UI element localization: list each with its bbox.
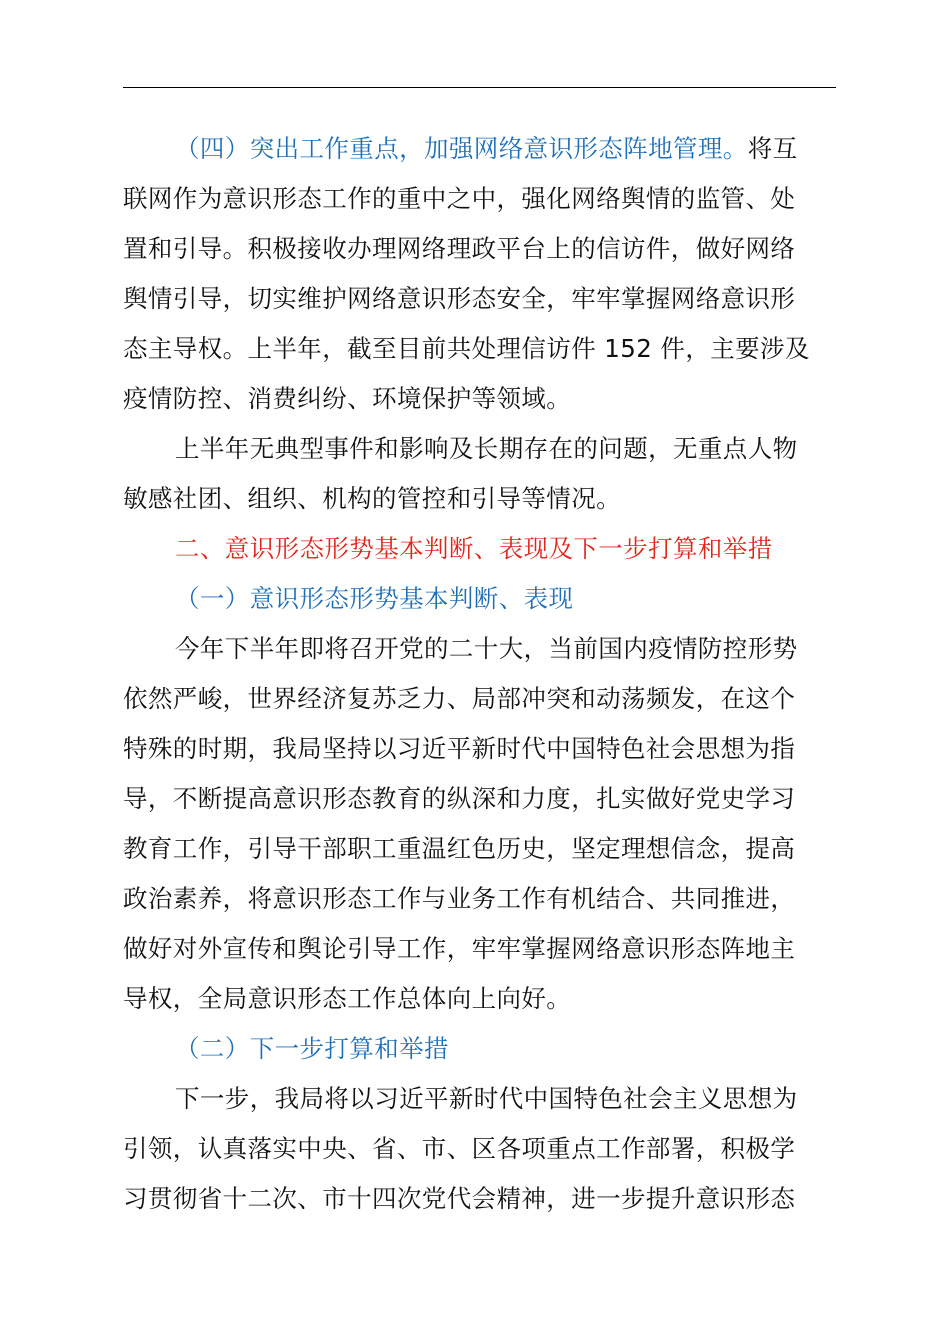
text-line: 疫情防控、消费纠纷、环境保护等领域。 (123, 384, 572, 413)
text-line: 置和引导。积极接收办理网络理政平台上的信访件，做好网络 (123, 234, 796, 263)
section-4-heading: （四）突出工作重点，加强网络意识形态阵地管理。 (175, 134, 748, 163)
text-line: 导，不断提高意识形态教育的纵深和力度，扎实做好党史学习 (123, 784, 796, 813)
text-line: 政治素养，将意识形态工作与业务工作有机结合、共同推进， (123, 884, 796, 913)
text-line: 上半年无典型事件和影响及长期存在的问题，无重点人物 (175, 434, 798, 463)
text-line: 下一步，我局将以习近平新时代中国特色社会主义思想为 (175, 1084, 798, 1113)
text-line: 联网作为意识形态工作的重中之中，强化网络舆情的监管、处 (123, 184, 796, 213)
text-line: 舆情引导，切实维护网络意识形态安全，牢牢掌握网络意识形 (123, 284, 796, 313)
text-line: 态主导权。上半年，截至目前共处理信访件 152 件，主要涉及 (123, 334, 810, 363)
section-4-paragraph (123, 124, 837, 424)
header-rule (123, 87, 836, 88)
section-2-heading: 二、意识形态形势基本判断、表现及下一步打算和举措 (175, 534, 773, 563)
subsection-2-heading-paragraph (123, 1024, 837, 1074)
text-line: 敏感社团、组织、机构的管控和引导等情况。 (123, 484, 621, 513)
section-4-heading-tail: 将互 (747, 134, 798, 163)
subsection-2-heading: （二）下一步打算和举措 (175, 1034, 449, 1063)
subsection-2-paragraph (123, 1074, 837, 1224)
text-line: 导权，全局意识形态工作总体向上向好。 (123, 984, 572, 1013)
text-line: 今年下半年即将召开党的二十大，当前国内疫情防控形势 (175, 634, 798, 663)
text-line: 特殊的时期，我局坚持以习近平新时代中国特色社会思想为指 (123, 734, 796, 763)
text-line: 习贯彻省十二次、市十四次党代会精神，进一步提升意识形态 (123, 1184, 796, 1213)
no-issues-paragraph (123, 424, 837, 524)
subsection-1-paragraph (123, 624, 837, 1024)
text-line: 依然严峻，世界经济复苏乏力、局部冲突和动荡频发，在这个 (123, 684, 796, 713)
section-4-first-line (123, 124, 837, 174)
section-2-heading-paragraph (123, 524, 837, 574)
document-body (123, 124, 837, 1224)
subsection-1-heading-paragraph (123, 574, 837, 624)
text-line: 教育工作，引导干部职工重温红色历史，坚定理想信念，提高 (123, 834, 796, 863)
text-line: 引领，认真落实中央、省、市、区各项重点工作部署，积极学 (123, 1134, 796, 1163)
subsection-1-heading: （一）意识形态形势基本判断、表现 (175, 584, 574, 613)
text-line: 做好对外宣传和舆论引导工作，牢牢掌握网络意识形态阵地主 (123, 934, 796, 963)
